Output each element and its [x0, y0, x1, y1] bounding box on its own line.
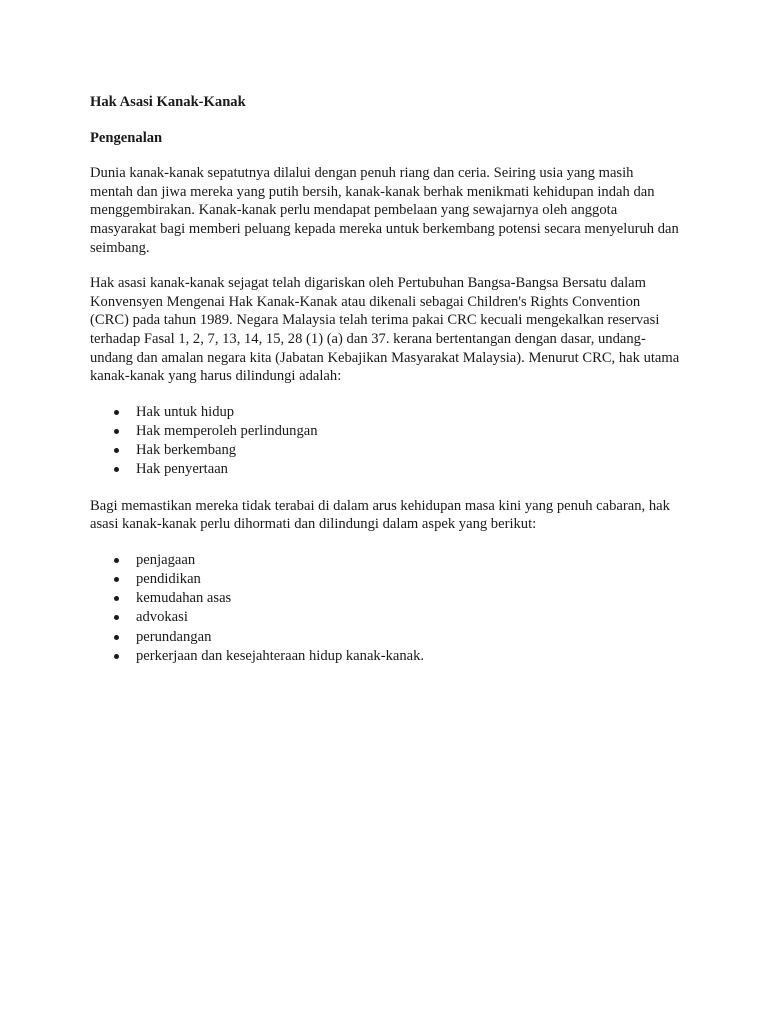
bullet-icon [114, 429, 119, 434]
list-item-text: kemudahan asas [136, 590, 232, 607]
list-item [90, 422, 680, 441]
list-item-text: Hak penyertaan [136, 461, 228, 478]
list-item-text: perundangan [136, 628, 212, 645]
list-item-text: Hak memperoleh perlindungan [136, 422, 318, 439]
list-item [90, 647, 680, 666]
bullet-icon [114, 558, 119, 563]
list-item [90, 551, 680, 570]
aspects-list [90, 551, 680, 666]
bullet-icon [114, 577, 119, 582]
list-item-text: pendidikan [136, 570, 201, 587]
list-item [90, 570, 680, 589]
bullet-icon [114, 615, 119, 620]
list-item [90, 589, 680, 608]
list-item [90, 608, 680, 627]
bullet-icon [114, 596, 119, 601]
list-item-text: Hak berkembang [136, 442, 237, 459]
intro-paragraph: Dunia kanak-kanak sepatutnya dilalui dengan penuh riang dan ceria. Seiring usia yang masih mentah dan jiwa mereka yang putih bersih, kanak-kanak berhak menikmati kehidupan indah dan menggembirakan. Kanak-kanak perlu mendapat pembelaan yang sewajarnya oleh anggota masyarakat bagi memberi peluang kepada mereka untuk berkembang potensi secara menyeluruh dan seimbang. [90, 165, 679, 256]
list-item-text: penjagaan [136, 551, 196, 568]
list-item-text: Hak untuk hidup [136, 403, 235, 420]
aspects-paragraph: Bagi memastikan mereka tidak terabai di dalam arus kehidupan masa kini yang penuh cabaran, hak asasi kanak-kanak perlu dihormati dan dilindungi dalam aspek yang berikut: [90, 497, 670, 533]
rights-list [90, 403, 680, 480]
section-heading: Pengenalan [90, 129, 163, 146]
bullet-icon [114, 410, 119, 415]
document-body [90, 93, 680, 666]
bullet-icon [114, 635, 119, 640]
list-item [90, 628, 680, 647]
document-title: Hak Asasi Kanak-Kanak [90, 94, 246, 110]
list-item [90, 460, 680, 479]
list-item [90, 403, 680, 422]
list-item [90, 441, 680, 460]
list-item-text: advokasi [136, 609, 188, 626]
bullet-icon [114, 448, 119, 453]
bullet-icon [114, 654, 119, 659]
list-item-text: perkerjaan dan kesejahteraan hidup kanak-kanak. [136, 647, 425, 664]
bullet-icon [114, 467, 119, 472]
crc-paragraph: Hak asasi kanak-kanak sejagat telah digariskan oleh Pertubuhan Bangsa-Bangsa Bersatu dalam Konvensyen Mengenai Hak Kanak-Kanak atau dikenali sebagai Children's Rights Convention (CRC) pada tahun 1989. Negara Malaysia telah terima pakai CRC kecuali mengekalkan reservasi terhadap Fasal 1, 2, 7, 13, 14, 15, 28 (1) (a) dan 37. kerana bertentangan dengan dasar, undang-undang dan amalan negara kita (Jabatan Kebajikan Masyarakat Malaysia). Menurut CRC, hak utama kanak-kanak yang harus dilindungi adalah: [90, 275, 680, 385]
